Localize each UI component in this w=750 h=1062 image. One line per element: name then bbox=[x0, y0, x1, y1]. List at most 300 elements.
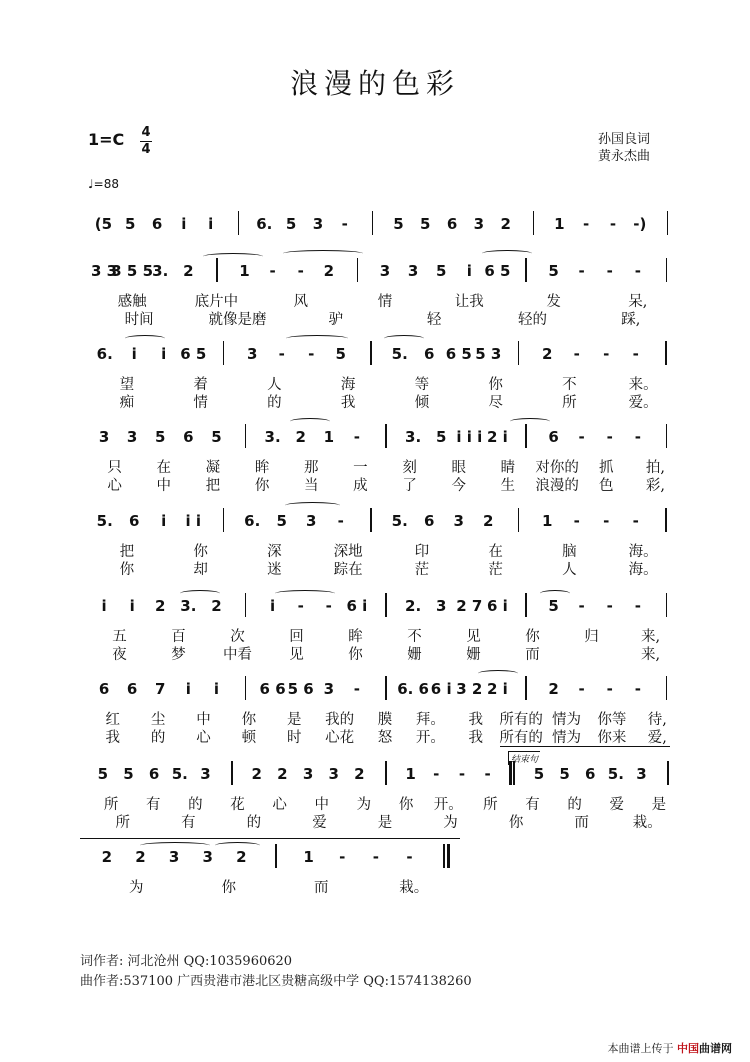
lyric-word: 彩, bbox=[645, 478, 665, 494]
lyric-word: 你 bbox=[348, 647, 363, 663]
lyric-word: 让我 bbox=[454, 294, 484, 310]
note: 3 bbox=[202, 848, 213, 866]
lyric-word: 来。 bbox=[628, 377, 658, 393]
note: 5 bbox=[533, 765, 545, 783]
credits bbox=[598, 131, 650, 165]
lyric-word: 为 bbox=[129, 880, 144, 896]
note: 3 bbox=[323, 680, 335, 698]
note: 2 bbox=[548, 680, 559, 698]
lyric-word: 踩, bbox=[621, 312, 641, 328]
lyric-line-1 bbox=[80, 876, 680, 894]
lyric-word: 对你的 bbox=[535, 460, 579, 476]
lyric-word: 姗 bbox=[466, 647, 481, 663]
lyric-line-1 bbox=[80, 373, 680, 391]
note: - bbox=[606, 262, 613, 280]
note: 6 5 bbox=[180, 345, 207, 363]
note: 6. bbox=[256, 215, 273, 233]
lyric-word: 拜。 bbox=[415, 712, 445, 728]
lyric-word: 抓 bbox=[599, 460, 614, 476]
note: 3 bbox=[473, 215, 485, 233]
note: 5. bbox=[607, 765, 624, 783]
lyric-word: 次 bbox=[230, 629, 245, 645]
note: 2 bbox=[211, 597, 222, 615]
lyric-word: 回 bbox=[289, 629, 304, 645]
note: 2 bbox=[500, 215, 511, 233]
lyric-word: 就像是磨 bbox=[208, 312, 267, 328]
note: 3 5 5 bbox=[111, 262, 154, 280]
slur bbox=[384, 335, 424, 342]
note: 2 bbox=[277, 765, 288, 783]
note-row bbox=[80, 215, 680, 239]
lyric-line-1 bbox=[80, 708, 680, 726]
note: 6 bbox=[148, 765, 160, 783]
slur bbox=[482, 250, 532, 257]
note: 6 5 bbox=[445, 345, 472, 363]
note: - bbox=[406, 848, 413, 866]
lyric-word: 茫 bbox=[414, 562, 430, 578]
key-signature: 1=C bbox=[88, 130, 125, 149]
lyric-word: 把 bbox=[119, 544, 135, 560]
note-row bbox=[80, 428, 680, 452]
note-row bbox=[80, 512, 680, 536]
lyric-line-2 bbox=[80, 558, 680, 576]
lyric-word: 在 bbox=[156, 460, 171, 476]
lyric-word: 中看 bbox=[223, 647, 252, 663]
lyric-word: 成 bbox=[353, 478, 368, 494]
lyric-word: 不 bbox=[562, 377, 577, 393]
note: 6 6 bbox=[259, 680, 286, 698]
slur bbox=[275, 590, 335, 597]
note: - bbox=[325, 597, 332, 615]
note: - bbox=[341, 215, 348, 233]
note: 6 bbox=[183, 428, 194, 446]
lyric-word: 我 bbox=[105, 730, 120, 746]
note: 6. bbox=[244, 512, 261, 530]
lyric-word: 而 bbox=[314, 880, 329, 896]
slur bbox=[203, 253, 263, 260]
note: 5. bbox=[96, 512, 113, 530]
note: 2. bbox=[405, 597, 422, 615]
lyric-word: 的 bbox=[188, 797, 203, 813]
lyric-word: 所有的 bbox=[499, 712, 543, 728]
note: - bbox=[278, 345, 285, 363]
note: - bbox=[297, 597, 304, 615]
note: i bbox=[208, 215, 214, 233]
lyric-word: 是 bbox=[377, 815, 393, 831]
lyric-word: 了 bbox=[402, 478, 417, 494]
lyric-word: 印 bbox=[414, 544, 430, 560]
note: 2 bbox=[542, 345, 553, 363]
note: 3 bbox=[98, 428, 110, 446]
lyric-word: 你 bbox=[193, 544, 208, 560]
note: i bbox=[185, 680, 191, 698]
note: - bbox=[573, 512, 580, 530]
note: 2 bbox=[323, 262, 335, 280]
lyric-word: 人 bbox=[267, 377, 282, 393]
note: 6 bbox=[548, 428, 559, 446]
lyric-word: 生 bbox=[500, 478, 516, 494]
note: 5. bbox=[391, 345, 408, 363]
lyric-word: 爱 bbox=[609, 797, 625, 813]
lyric-word: 把 bbox=[205, 478, 221, 494]
lyric-word: 有 bbox=[525, 797, 540, 813]
note: 2 bbox=[135, 848, 146, 866]
note: 2 bbox=[155, 597, 166, 615]
lyric-word: 所 bbox=[115, 815, 131, 831]
lyric-word: 今 bbox=[451, 478, 466, 494]
lyric-line-1 bbox=[80, 290, 680, 308]
note-row bbox=[80, 345, 680, 369]
lyric-word: 海 bbox=[340, 377, 356, 393]
lyric-word: 当 bbox=[304, 478, 319, 494]
ending-marker: 结束句 bbox=[508, 751, 540, 765]
composer-info: 曲作者:537100 广西贵港市港北区贵糖高级中学 QQ:1574138260 bbox=[80, 974, 472, 989]
note: 5 bbox=[393, 215, 404, 233]
lyric-word: 怒 bbox=[377, 730, 393, 746]
lyric-word: 花 bbox=[230, 797, 245, 813]
note: - bbox=[634, 262, 641, 280]
lyric-word: 脑 bbox=[562, 544, 577, 560]
lyric-word: 的 bbox=[567, 797, 582, 813]
note: - bbox=[578, 597, 585, 615]
note: 3 bbox=[247, 345, 258, 363]
lyric-word: 心花 bbox=[325, 730, 355, 746]
lyric-word: 你等 bbox=[597, 712, 627, 728]
lyric-word: 所 bbox=[103, 797, 119, 813]
lyric-word: 眸 bbox=[348, 629, 363, 645]
lyric-word: 你 bbox=[119, 562, 135, 578]
note: 3 bbox=[379, 262, 391, 280]
lyric-word: 一 bbox=[353, 460, 368, 476]
note: i bbox=[466, 262, 472, 280]
note: i bbox=[270, 597, 276, 615]
lyric-word: 你 bbox=[398, 797, 414, 813]
lyric-word: 时 bbox=[286, 730, 302, 746]
lyric-word: 栽。 bbox=[632, 815, 662, 831]
note: 3 bbox=[306, 512, 317, 530]
note-row bbox=[80, 848, 680, 872]
lyric-word: 轻 bbox=[426, 312, 442, 328]
note: (5 bbox=[94, 215, 113, 233]
lyric-word: 只 bbox=[107, 460, 122, 476]
note-row bbox=[80, 680, 680, 704]
note: 3. bbox=[152, 262, 169, 280]
upload-prefix: 本曲谱上传于 bbox=[607, 1042, 674, 1055]
note: -) bbox=[633, 215, 647, 233]
note: 1 bbox=[554, 215, 565, 233]
ending-bracket bbox=[500, 746, 670, 747]
time-signature-bottom: 4 bbox=[141, 142, 151, 157]
note: - bbox=[632, 512, 639, 530]
lyric-word: 五 bbox=[112, 629, 127, 645]
lyric-word: 驴 bbox=[328, 312, 344, 328]
note: - bbox=[634, 428, 641, 446]
lyric-word: 望 bbox=[119, 377, 135, 393]
lyric-word: 而 bbox=[574, 815, 589, 831]
lyric-word: 为 bbox=[356, 797, 372, 813]
note: 1 bbox=[542, 512, 553, 530]
lyric-word: 姗 bbox=[407, 647, 422, 663]
lyric-word: 为 bbox=[443, 815, 458, 831]
lyric-word: 是 bbox=[651, 797, 667, 813]
note: 3. bbox=[405, 428, 422, 446]
lyric-word: 你来 bbox=[597, 730, 627, 746]
lyric-word: 时间 bbox=[124, 312, 154, 328]
lyric-line-2 bbox=[80, 726, 680, 744]
lyric-word: 梦 bbox=[171, 647, 186, 663]
note: i i i bbox=[456, 428, 483, 446]
lyric-word: 中 bbox=[314, 797, 330, 813]
note: i i bbox=[185, 512, 202, 530]
lyric-word: 你 bbox=[508, 815, 524, 831]
note: 5 bbox=[211, 428, 222, 446]
lyric-word: 百 bbox=[171, 629, 186, 645]
lyric-word: 你 bbox=[488, 377, 503, 393]
note: 3 bbox=[312, 215, 324, 233]
note: 3 bbox=[407, 262, 419, 280]
note: - bbox=[308, 345, 315, 363]
note: - bbox=[578, 680, 585, 698]
lyric-word: 底片中 bbox=[194, 294, 239, 310]
note: 3 3 bbox=[90, 262, 118, 280]
lyric-word: 有 bbox=[145, 797, 161, 813]
composer-credit: 黄永杰曲 bbox=[598, 149, 651, 164]
lyric-word: 不 bbox=[407, 629, 422, 645]
note: i bbox=[161, 345, 167, 363]
note: 5 6 bbox=[287, 680, 314, 698]
lyric-word: 浪漫的 bbox=[535, 478, 579, 494]
lyric-word: 人 bbox=[562, 562, 577, 578]
note: 6 i bbox=[430, 680, 452, 698]
lyric-word: 你 bbox=[221, 880, 236, 896]
lyric-word: 拍, bbox=[645, 460, 665, 476]
note: 6 bbox=[424, 512, 435, 530]
lyric-word: 心 bbox=[107, 478, 122, 494]
note: - bbox=[353, 428, 361, 446]
lyric-word: 顿 bbox=[241, 730, 257, 746]
lyric-word: 栽。 bbox=[399, 880, 429, 896]
note: 3 bbox=[302, 765, 314, 783]
lyric-word: 情为 bbox=[552, 712, 582, 728]
lyric-word: 眸 bbox=[254, 460, 270, 476]
lyric-word: 深地 bbox=[333, 544, 363, 560]
note-row bbox=[80, 262, 680, 286]
lyric-word: 情 bbox=[377, 294, 393, 310]
note: - bbox=[353, 680, 361, 698]
tempo-marking: ♩=88 bbox=[88, 177, 119, 191]
note: 2 bbox=[101, 848, 113, 866]
lyric-word: 开。 bbox=[415, 730, 445, 746]
note: 3 bbox=[168, 848, 180, 866]
note: 5 bbox=[335, 345, 346, 363]
note: i bbox=[213, 680, 219, 698]
note: 5 bbox=[276, 512, 287, 530]
note-row bbox=[80, 765, 680, 789]
lyric-word: 你 bbox=[525, 629, 540, 645]
lyric-word: 红 bbox=[105, 712, 120, 728]
note: 5 bbox=[559, 765, 570, 783]
lyric-word: 爱。 bbox=[628, 395, 658, 411]
note: - bbox=[606, 597, 613, 615]
slur bbox=[510, 418, 550, 425]
brand-logo: 中国 bbox=[677, 1042, 699, 1055]
lyric-word: 所 bbox=[562, 395, 577, 411]
note: 1 bbox=[239, 262, 250, 280]
lyric-word: 凝 bbox=[205, 460, 221, 476]
note: 6 bbox=[151, 215, 163, 233]
lyric-word: 心 bbox=[196, 730, 211, 746]
note: - bbox=[339, 848, 346, 866]
note: 2 i bbox=[486, 680, 508, 698]
lyric-line-2 bbox=[80, 643, 680, 661]
note: 5 bbox=[548, 597, 559, 615]
lyric-word: 来, bbox=[640, 647, 661, 663]
lyric-word: 所有的 bbox=[499, 730, 543, 746]
note: 3 bbox=[453, 512, 464, 530]
lyric-word: 深 bbox=[267, 544, 282, 560]
note: 5 bbox=[123, 765, 134, 783]
lyric-word: 所 bbox=[483, 797, 498, 813]
note: i bbox=[101, 597, 107, 615]
lyric-line-2 bbox=[80, 391, 680, 409]
note: 3. bbox=[180, 597, 197, 615]
lyric-word: 见 bbox=[289, 647, 304, 663]
lyric-word: 开。 bbox=[433, 797, 463, 813]
lyric-line-2 bbox=[80, 811, 680, 829]
note: 5 bbox=[435, 428, 447, 446]
note: 5 bbox=[420, 215, 431, 233]
lyric-word: 我 bbox=[340, 395, 356, 411]
note-row bbox=[80, 597, 680, 621]
note: 6 bbox=[126, 680, 138, 698]
lyric-word: 海。 bbox=[628, 544, 658, 560]
note: 5 3 bbox=[475, 345, 502, 363]
time-signature-top: 4 bbox=[141, 125, 151, 140]
lyric-word: 着 bbox=[193, 377, 208, 393]
lyric-word: 你 bbox=[241, 712, 257, 728]
lyric-word: 发 bbox=[546, 294, 561, 310]
note: 3 bbox=[435, 597, 447, 615]
note: - bbox=[634, 680, 641, 698]
note: 6. bbox=[96, 345, 113, 363]
note: 7 bbox=[155, 680, 166, 698]
coda-line bbox=[80, 838, 460, 839]
lyric-word: 心 bbox=[272, 797, 287, 813]
slur bbox=[215, 842, 260, 849]
note: 1 bbox=[323, 428, 335, 446]
note: 3 bbox=[636, 765, 647, 783]
slur bbox=[478, 670, 518, 677]
note: 2 bbox=[483, 512, 494, 530]
lyric-word: 待, bbox=[647, 712, 667, 728]
note: 2 bbox=[236, 848, 247, 866]
lyric-word: 刻 bbox=[402, 460, 417, 476]
note: 2 bbox=[354, 765, 365, 783]
lyric-word: 来, bbox=[640, 629, 661, 645]
note: 2 bbox=[183, 262, 194, 280]
lyric-word: 情为 bbox=[552, 730, 582, 746]
note: 5 bbox=[435, 262, 447, 280]
lyric-word: 爱 bbox=[312, 815, 327, 831]
page-title: 浪漫的色彩 bbox=[289, 67, 460, 100]
lyric-word: 轻的 bbox=[518, 312, 547, 328]
lyric-word: 却 bbox=[193, 562, 208, 578]
lyric-line-1 bbox=[80, 793, 680, 811]
note: 6 i bbox=[486, 597, 508, 615]
note: 3. bbox=[264, 428, 281, 446]
note: - bbox=[297, 262, 304, 280]
lyric-line-1 bbox=[80, 456, 680, 474]
lyric-word: 迷 bbox=[267, 562, 282, 578]
note: 6 bbox=[584, 765, 596, 783]
note: 3 bbox=[328, 765, 339, 783]
lyric-word: 倾 bbox=[414, 395, 430, 411]
note: 1 bbox=[303, 848, 314, 866]
note: - bbox=[573, 345, 580, 363]
lyric-word: 感触 bbox=[117, 294, 147, 310]
slur bbox=[283, 250, 363, 257]
lyric-word: 中 bbox=[156, 478, 171, 494]
lyric-word: 的 bbox=[246, 815, 262, 831]
note: - bbox=[578, 428, 585, 446]
slur bbox=[180, 590, 220, 597]
note: - bbox=[606, 428, 613, 446]
note: - bbox=[603, 345, 610, 363]
slur bbox=[540, 590, 570, 597]
note: 2 7 bbox=[456, 597, 483, 615]
lyric-word: 风 bbox=[293, 294, 308, 310]
note: - bbox=[484, 765, 491, 783]
lyric-word: 色 bbox=[599, 478, 614, 494]
note: - bbox=[578, 262, 585, 280]
note: - bbox=[609, 215, 617, 233]
note: 5 bbox=[125, 215, 136, 233]
note: 1 bbox=[405, 765, 416, 783]
time-signature bbox=[140, 126, 152, 157]
lyric-word: 茫 bbox=[488, 562, 503, 578]
note: i bbox=[129, 597, 135, 615]
lyric-word: 中 bbox=[196, 712, 211, 728]
note: - bbox=[337, 512, 344, 530]
lyric-word: 那 bbox=[304, 460, 319, 476]
lyric-word: 是 bbox=[286, 712, 302, 728]
lyric-word: 痴 bbox=[119, 395, 135, 411]
lyric-word: 夜 bbox=[112, 647, 127, 663]
lyric-word: 踪在 bbox=[333, 562, 363, 578]
lyric-line-2 bbox=[80, 308, 680, 326]
note: - bbox=[372, 848, 380, 866]
note: 5. bbox=[391, 512, 408, 530]
lyricist-credit: 孙国良词 bbox=[598, 132, 651, 147]
slur bbox=[125, 335, 165, 342]
note: 5 bbox=[97, 765, 109, 783]
note: 6 i bbox=[346, 597, 368, 615]
lyric-word: 归 bbox=[584, 629, 599, 645]
note: 3 2 bbox=[456, 680, 483, 698]
lyric-word: 有 bbox=[181, 815, 196, 831]
slur bbox=[290, 418, 330, 425]
lyric-word: 海。 bbox=[628, 562, 658, 578]
note: 5 bbox=[155, 428, 166, 446]
slur bbox=[140, 842, 210, 849]
note: i bbox=[181, 215, 187, 233]
note: - bbox=[269, 262, 276, 280]
lyric-word: 你 bbox=[254, 478, 270, 494]
lyric-word: 等 bbox=[414, 377, 430, 393]
lyric-word: 的 bbox=[267, 395, 282, 411]
lyric-word: 呆, bbox=[628, 294, 648, 310]
note: 6 bbox=[424, 345, 435, 363]
